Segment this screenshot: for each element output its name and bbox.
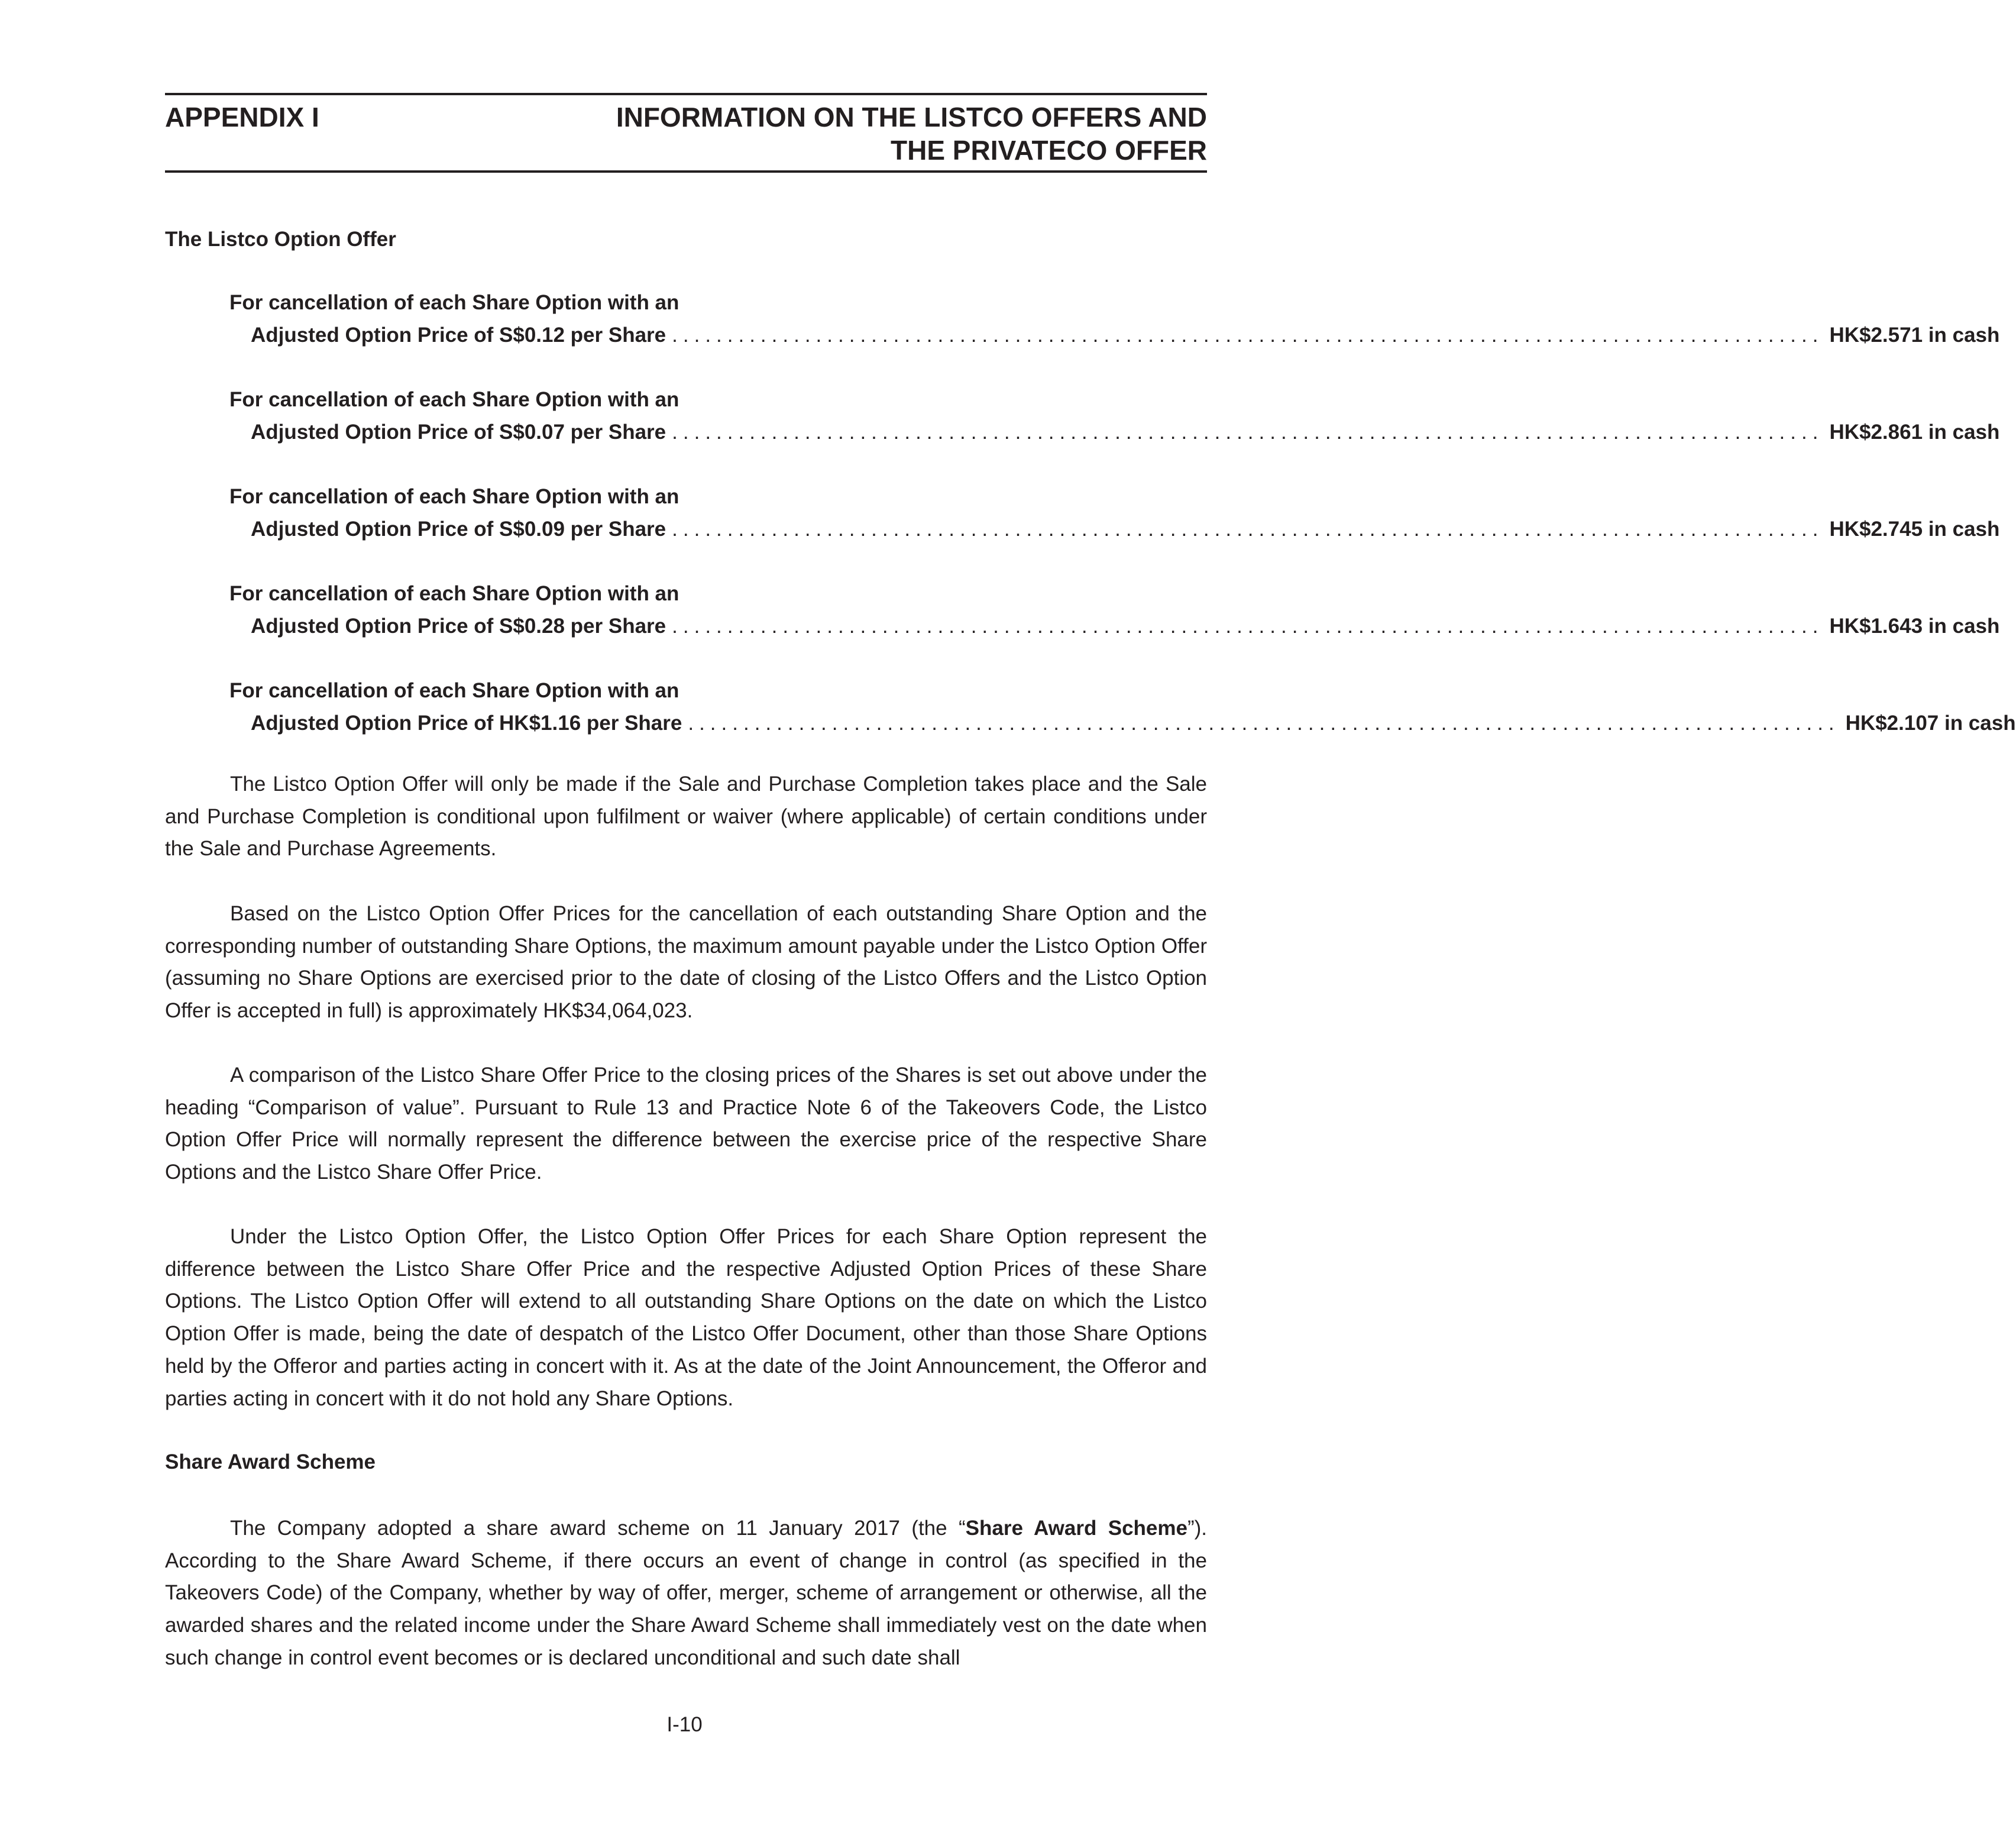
offer-item-amount: HK$2.861 in cash — [1829, 421, 2000, 444]
offer-item-amount: HK$1.643 in cash — [1829, 615, 2000, 638]
appendix-label: APPENDIX I — [165, 102, 319, 132]
body-paragraph: A comparison of the Listco Share Offer Price to the closing prices of the Shares is set out above under the heading “Comparison of value”. Pursuant to Rule 13 and Practice Note 6 of the Takeovers Code, the Listco Option Offer Price will normally represent the difference between the exercise price of the respective Share Options and the Listco Share Offer Price. — [165, 1064, 1207, 1184]
offer-item-amount: HK$2.745 in cash — [1829, 518, 2000, 541]
offer-item-line1: For cancellation of each Share Option with an — [229, 679, 679, 702]
offer-item-line1: For cancellation of each Share Option with an — [229, 388, 679, 411]
offer-item-amount: HK$2.571 in cash — [1829, 324, 2000, 347]
offer-item — [229, 577, 2000, 642]
header-top-rule — [165, 93, 1207, 95]
body-paragraph — [165, 1512, 1207, 1675]
appendix-title-line1: INFORMATION ON THE LISTCO OFFERS AND — [616, 102, 1207, 132]
defined-term: Share Award Scheme — [965, 1517, 1187, 1540]
offer-item-line1: For cancellation of each Share Option with an — [229, 291, 679, 314]
offer-item — [229, 383, 2000, 448]
offer-item-line2: Adjusted Option Price of S$0.28 per Share — [251, 615, 666, 638]
dot-leader: ........................................................................................................ — [688, 712, 1840, 735]
offer-item — [229, 480, 2000, 545]
offer-item — [229, 674, 2016, 739]
section-heading-share-award-scheme: Share Award Scheme — [165, 1450, 376, 1473]
dot-leader: ........................................................................................................ — [672, 421, 1824, 444]
section-heading-listco-option-offer: The Listco Option Offer — [165, 228, 396, 251]
body-paragraph: Based on the Listco Option Offer Prices for the cancellation of each outstanding Share Option and the corresponding number of outstanding Share Options, the maximum amount payable under the Listco Option Offer (assuming no Share Options are exercised prior to the date of closing of the Listco Offers and the Listco Option Offer is accepted in full) is approximately HK$34,064,023. — [165, 902, 1207, 1023]
offer-item-amount: HK$2.107 in cash — [1845, 712, 2016, 735]
offer-item-line2: Adjusted Option Price of S$0.12 per Share — [251, 324, 666, 347]
appendix-title-line2: THE PRIVATECO OFFER — [891, 135, 1207, 166]
page-number: I-10 — [666, 1713, 703, 1736]
paragraph-text: The Company adopted a share award scheme on 11 January 2017 (the “ — [230, 1517, 966, 1540]
offer-item-line2: Adjusted Option Price of S$0.07 per Share — [251, 421, 666, 444]
offer-item-line2: Adjusted Option Price of S$0.09 per Share — [251, 518, 666, 541]
body-paragraph: The Listco Option Offer will only be made if the Sale and Purchase Completion takes place and the Sale and Purchase Completion is conditional upon fulfilment or waiver (where applicable) of certain conditions under the Sale and Purchase Agreements. — [165, 773, 1207, 861]
body-paragraph: Under the Listco Option Offer, the Listco Option Offer Prices for each Share Option represent the difference between the Listco Share Offer Price and the respective Adjusted Option Prices of these Share Options. The Listco Option Offer will extend to all outstanding Share Options on the date on which the Listco Option Offer is made, being the date of despatch of the Listco Offer Document, other than those Share Options held by the Offeror and parties acting in concert with it. As at the date of the Joint Announcement, the Offeror and parties acting in concert with it do not hold any Share Options. — [165, 1225, 1207, 1410]
header-bottom-rule — [165, 170, 1207, 173]
offer-item-line1: For cancellation of each Share Option with an — [229, 485, 679, 508]
offer-item — [229, 286, 2000, 351]
paragraph-text: ”). According to the Share Award Scheme, if there occurs an event of change in control (as specified in the Takeovers Code) of the Company, whether by way of offer, merger, scheme of arrangement or otherwise, all the awarded shares and the related income under the Share Award Scheme shall immediately vest on the date when such change in control event becomes or is declared unconditional and such date shall — [165, 1517, 1208, 1669]
dot-leader: ........................................................................................................ — [672, 518, 1824, 541]
offer-item-line1: For cancellation of each Share Option with an — [229, 582, 679, 605]
dot-leader: ........................................................................................................ — [672, 615, 1824, 638]
offer-item-line2: Adjusted Option Price of HK$1.16 per Share — [251, 712, 682, 735]
dot-leader: ........................................................................................................ — [672, 324, 1824, 347]
appendix-title — [616, 101, 1207, 167]
